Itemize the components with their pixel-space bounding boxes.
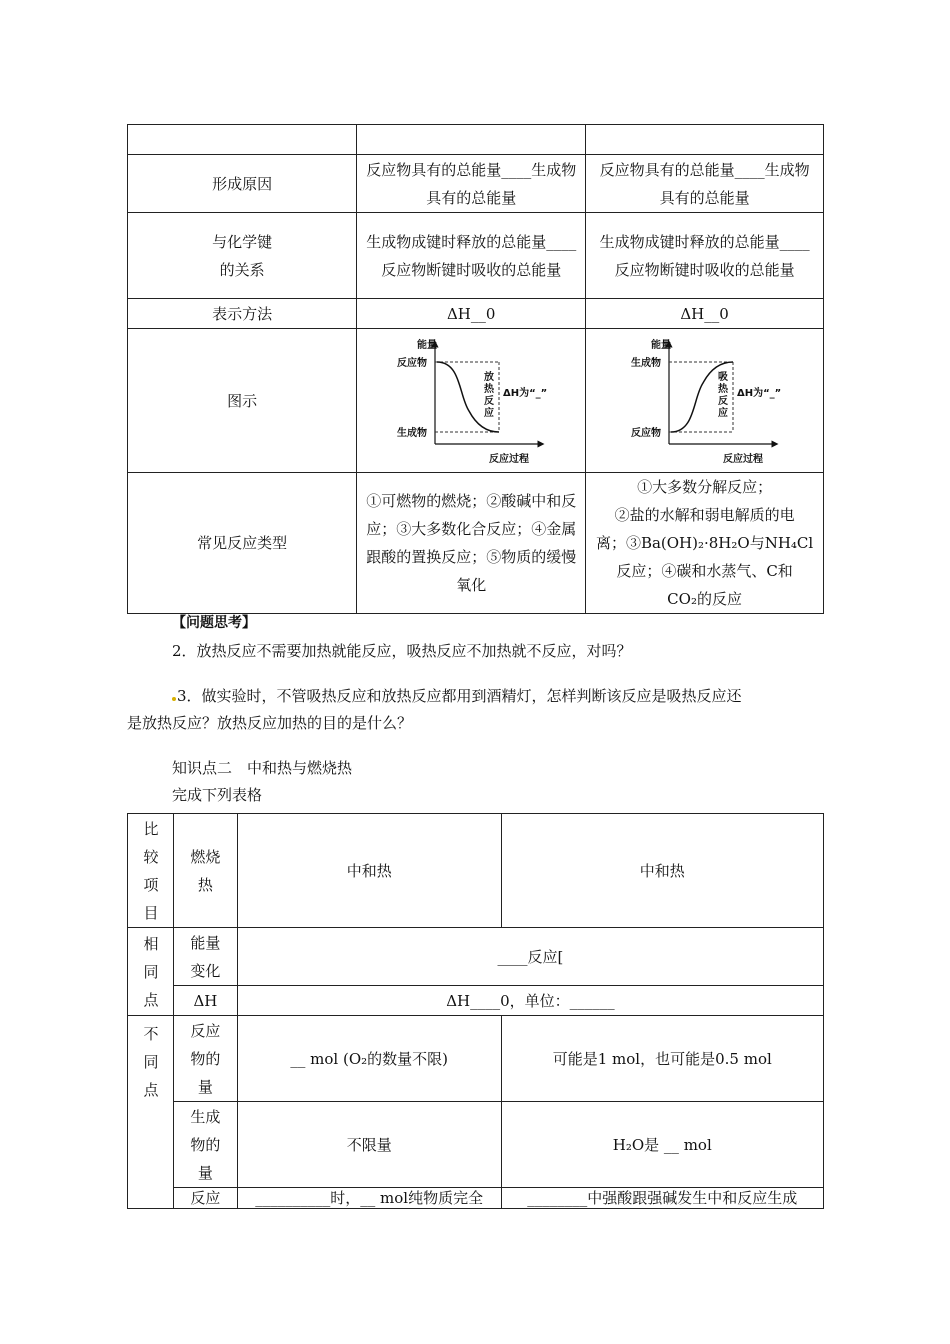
table-row xyxy=(128,928,824,986)
label-line: 物的 xyxy=(190,1135,221,1154)
reaction-type-line: CO₂的反应 xyxy=(667,590,742,608)
header-line: 燃烧 xyxy=(190,847,221,866)
label-line: 物的 xyxy=(190,1049,221,1068)
reaction-label: 反应 xyxy=(173,1188,237,1209)
vertical-text-char: 应 xyxy=(484,407,495,419)
vertical-char: 同 xyxy=(143,962,159,981)
y-axis-label: 能量 xyxy=(650,339,671,351)
row-label-line: 与化学键 xyxy=(212,232,273,251)
delta-h-label: ΔH xyxy=(173,986,237,1016)
energy-change-value: ____反应[ xyxy=(237,928,823,986)
reaction-type-line: 离；③Ba(OH)₂·8H₂O与NH₄Cl xyxy=(595,534,814,552)
cell-text: 反应物具有的总能量____生成物具有的总能量 xyxy=(357,155,586,213)
highlight-dot xyxy=(172,697,176,701)
x-axis-label: 反应过程 xyxy=(722,453,763,465)
vertical-char: 比 xyxy=(143,819,159,838)
question-2: 2．放热反应不需要加热就能反应，吸热反应不加热就不反应，对吗？ xyxy=(172,642,632,660)
cell-text: ①可燃物的燃烧；②酸碱中和反应；③大多数化合反应；④金属跟酸的置换反应；⑤物质的缓慢氧化 xyxy=(357,473,586,614)
question-heading: 【问题思考】 xyxy=(172,615,256,631)
diagram-cell-endothermic xyxy=(586,329,824,473)
table-row xyxy=(128,1016,824,1102)
reaction-type-line: ②盐的水解和弱电解质的电 xyxy=(614,506,795,524)
vertical-text-char: 吸 xyxy=(717,371,728,383)
table-row xyxy=(128,473,824,614)
cell-text: ΔH__0 xyxy=(357,299,586,329)
compare-item-header xyxy=(128,814,174,928)
reaction-neutralization: ________中强酸跟强碱发生中和反应生成 xyxy=(501,1188,823,1209)
reactant-amount-neutralization: 可能是1 mol，也可能是0.5 mol xyxy=(501,1016,823,1102)
vertical-text-char: 放 xyxy=(484,371,495,383)
diagram-cell-exothermic xyxy=(357,329,586,473)
comparison-table-2 xyxy=(127,813,824,1209)
table1-header-row xyxy=(128,125,824,155)
table1-header-cell xyxy=(128,125,357,155)
top-level-label: 反应物 xyxy=(397,357,428,369)
vertical-char: 项 xyxy=(143,875,159,894)
question-3-line2: 是放热反应？放热反应加热的目的是什么？ xyxy=(127,714,413,732)
cell-text-reaction-types xyxy=(586,473,824,614)
row-label-line: 的关系 xyxy=(219,260,265,279)
section-instruction: 完成下列表格 xyxy=(172,786,263,804)
header-line: 热 xyxy=(197,875,213,894)
label-line: 生成 xyxy=(190,1107,221,1126)
vertical-text-char: 应 xyxy=(717,407,728,419)
table1-header-cell xyxy=(357,125,586,155)
table-row xyxy=(128,155,824,213)
delta-h-label: ΔH为“_” xyxy=(736,387,781,399)
y-axis-label: 能量 xyxy=(417,339,438,351)
delta-h-label: ΔH为“_” xyxy=(503,387,548,399)
section-title: 知识点二 中和热与燃烧热 xyxy=(172,759,353,777)
table-row xyxy=(128,986,824,1016)
table1-header-cell xyxy=(586,125,824,155)
cell-text: 生成物成键时释放的总能量____反应物断键时吸收的总能量 xyxy=(586,213,824,299)
reactant-amount-label xyxy=(173,1016,237,1102)
x-axis-label: 反应过程 xyxy=(489,453,530,465)
vertical-text-char: 反 xyxy=(484,395,495,407)
vertical-char: 相 xyxy=(143,934,159,953)
row-label: 常见反应类型 xyxy=(128,473,357,614)
vertical-char: 较 xyxy=(143,847,159,866)
table-row xyxy=(128,299,824,329)
vertical-text-char: 反 xyxy=(717,395,728,407)
vertical-char: 同 xyxy=(143,1053,159,1071)
reaction-type-line: 反应；④碳和水蒸气、C和 xyxy=(616,562,793,580)
vertical-text-char: 热 xyxy=(484,383,495,395)
same-points-label xyxy=(128,928,174,1016)
label-line: 能量 xyxy=(190,933,221,952)
table-row xyxy=(128,329,824,473)
vertical-char: 点 xyxy=(143,1081,159,1099)
neutralization-heat-header: 中和热 xyxy=(237,814,501,928)
top-level-label: 生成物 xyxy=(630,357,661,369)
cell-text: 反应物具有的总能量____生成物具有的总能量 xyxy=(586,155,824,213)
different-points-label xyxy=(128,1016,174,1209)
delta-h-value: ΔH____0，单位：______ xyxy=(237,986,823,1016)
neutralization-heat-header: 中和热 xyxy=(501,814,823,928)
row-label xyxy=(128,213,357,299)
table2-header-row xyxy=(128,814,824,928)
bottom-level-label: 生成物 xyxy=(397,427,428,439)
label-line: 变化 xyxy=(190,961,221,980)
bottom-level-label: 反应物 xyxy=(630,427,661,439)
vertical-char: 目 xyxy=(143,903,159,922)
cell-text: 生成物成键时释放的总能量____反应物断键时吸收的总能量 xyxy=(357,213,586,299)
product-amount-neutralization: H₂O是 __ mol xyxy=(501,1102,823,1188)
vertical-char: 不 xyxy=(143,1025,159,1043)
combustion-heat-header xyxy=(173,814,237,928)
exothermic-energy-diagram xyxy=(381,336,561,466)
row-label: 形成原因 xyxy=(128,155,357,213)
row-label: 表示方法 xyxy=(128,299,357,329)
table-row xyxy=(128,1188,824,1209)
reaction-type-line: ①大多数分解反应； xyxy=(637,478,773,496)
label-line: 量 xyxy=(197,1077,213,1096)
product-amount-combustion: 不限量 xyxy=(237,1102,501,1188)
table-row xyxy=(128,213,824,299)
label-line: 量 xyxy=(197,1163,213,1182)
comparison-table-1 xyxy=(127,124,824,614)
vertical-text-char: 热 xyxy=(717,383,728,395)
vertical-char: 点 xyxy=(143,990,159,1009)
label-line: 反应 xyxy=(190,1021,221,1040)
endothermic-energy-diagram xyxy=(615,336,795,466)
reactant-amount-combustion: __ mol (O₂的数量不限) xyxy=(237,1016,501,1102)
reaction-combustion: __________时，__ mol纯物质完全 xyxy=(237,1188,501,1209)
question-3-line1: 3．做实验时，不管吸热反应和放热反应都用到酒精灯，怎样判断该反应是吸热反应还 xyxy=(177,687,742,705)
energy-change-label xyxy=(173,928,237,986)
cell-text: ΔH__0 xyxy=(586,299,824,329)
row-label: 图示 xyxy=(128,329,357,473)
table-row xyxy=(128,1102,824,1188)
product-amount-label xyxy=(173,1102,237,1188)
